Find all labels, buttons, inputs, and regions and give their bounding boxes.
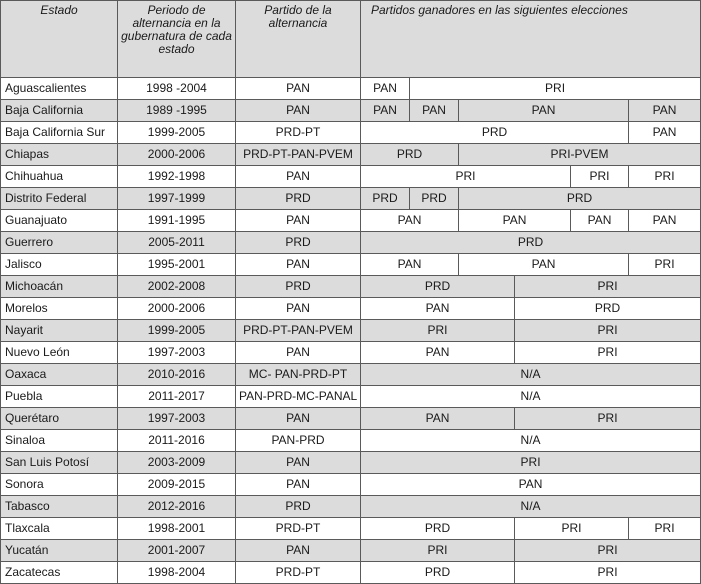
ganador-cell: PAN <box>571 210 629 232</box>
estado-cell: Tlaxcala <box>1 518 118 540</box>
periodo-cell: 1998 -2004 <box>118 78 236 100</box>
ganador-cell: N/A <box>361 364 701 386</box>
ganador-cell: PRI <box>361 166 571 188</box>
table-row <box>1 166 701 188</box>
header-partido: Partido de la alternancia <box>236 1 361 78</box>
partido-cell: PAN <box>236 78 361 100</box>
table-row <box>1 518 701 540</box>
partido-cell: PAN <box>236 100 361 122</box>
partido-cell: PRD-PT <box>236 562 361 584</box>
estado-cell: Querétaro <box>1 408 118 430</box>
table-row <box>1 100 701 122</box>
table-row <box>1 342 701 364</box>
estado-cell: Michoacán <box>1 276 118 298</box>
table-row <box>1 386 701 408</box>
ganador-cell: PRI <box>515 342 701 364</box>
estado-cell: Sonora <box>1 474 118 496</box>
periodo-cell: 2005-2011 <box>118 232 236 254</box>
partido-cell: PRD <box>236 232 361 254</box>
estado-cell: Yucatán <box>1 540 118 562</box>
periodo-cell: 2001-2007 <box>118 540 236 562</box>
ganador-cell: PAN <box>629 210 701 232</box>
periodo-cell: 1997-2003 <box>118 342 236 364</box>
table-row <box>1 562 701 584</box>
table-row <box>1 232 701 254</box>
periodo-cell: 1998-2004 <box>118 562 236 584</box>
ganador-cell: PAN <box>629 122 701 144</box>
periodo-cell: 2000-2006 <box>118 144 236 166</box>
ganador-cell: PRD <box>361 276 515 298</box>
table-row <box>1 430 701 452</box>
header-row <box>1 1 701 78</box>
ganador-cell: PRI <box>515 518 629 540</box>
ganador-cell: PAN <box>459 100 629 122</box>
ganador-cell: PRD <box>361 562 515 584</box>
table-row <box>1 320 701 342</box>
ganador-cell: PAN <box>361 254 459 276</box>
ganador-cell: PRI <box>361 452 701 474</box>
estado-cell: Baja California Sur <box>1 122 118 144</box>
ganador-cell: PRI <box>571 166 629 188</box>
partido-cell: PAN <box>236 408 361 430</box>
ganador-cell: PRD <box>361 188 410 210</box>
partido-cell: PRD <box>236 496 361 518</box>
periodo-cell: 2002-2008 <box>118 276 236 298</box>
partido-cell: PRD <box>236 188 361 210</box>
ganador-cell: PRI <box>361 320 515 342</box>
table-row <box>1 298 701 320</box>
ganador-cell: PAN <box>361 100 410 122</box>
ganador-cell: PAN <box>361 342 515 364</box>
ganador-cell: PRD <box>361 518 515 540</box>
ganador-cell: N/A <box>361 386 701 408</box>
ganador-cell: PRD <box>361 232 701 254</box>
ganador-cell: PAN <box>361 474 701 496</box>
header-ganadores: Partidos ganadores en las siguientes elecciones <box>361 1 701 78</box>
table-row <box>1 276 701 298</box>
ganador-cell: N/A <box>361 430 701 452</box>
periodo-cell: 2003-2009 <box>118 452 236 474</box>
estado-cell: Nayarit <box>1 320 118 342</box>
periodo-cell: 2011-2017 <box>118 386 236 408</box>
table-row <box>1 210 701 232</box>
ganador-cell: PRD <box>459 188 701 210</box>
ganador-cell: PRI <box>410 78 701 100</box>
estado-cell: Jalisco <box>1 254 118 276</box>
partido-cell: PRD-PT <box>236 518 361 540</box>
ganador-cell: PAN <box>459 210 571 232</box>
periodo-cell: 1997-2003 <box>118 408 236 430</box>
partido-cell: PAN <box>236 342 361 364</box>
table-row <box>1 188 701 210</box>
periodo-cell: 2010-2016 <box>118 364 236 386</box>
partido-cell: MC- PAN-PRD-PT <box>236 364 361 386</box>
partido-cell: PAN <box>236 210 361 232</box>
estado-cell: San Luis Potosí <box>1 452 118 474</box>
ganador-cell: PAN <box>361 78 410 100</box>
table-row <box>1 144 701 166</box>
table-row <box>1 496 701 518</box>
partido-cell: PAN <box>236 540 361 562</box>
ganador-cell: PRI <box>629 254 701 276</box>
partido-cell: PAN <box>236 254 361 276</box>
estado-cell: Distrito Federal <box>1 188 118 210</box>
estado-cell: Nuevo León <box>1 342 118 364</box>
periodo-cell: 1998-2001 <box>118 518 236 540</box>
periodo-cell: 1989 -1995 <box>118 100 236 122</box>
ganador-cell: PRD <box>361 122 629 144</box>
estado-cell: Aguascalientes <box>1 78 118 100</box>
ganador-cell: PAN <box>459 254 629 276</box>
ganador-cell: PRD <box>361 144 459 166</box>
estado-cell: Chiapas <box>1 144 118 166</box>
ganador-cell: PRI <box>515 562 701 584</box>
header-periodo: Periodo de alternancia en la gubernatura de cada estado <box>118 1 236 78</box>
table-row <box>1 474 701 496</box>
ganador-cell: PAN <box>410 100 459 122</box>
ganador-cell: PRI <box>361 540 515 562</box>
table-row <box>1 540 701 562</box>
estado-cell: Guerrero <box>1 232 118 254</box>
table-row <box>1 452 701 474</box>
table-row <box>1 122 701 144</box>
partido-cell: PAN <box>236 452 361 474</box>
ganador-cell: PRI-PVEM <box>459 144 701 166</box>
periodo-cell: 2012-2016 <box>118 496 236 518</box>
table-row <box>1 364 701 386</box>
estado-cell: Oaxaca <box>1 364 118 386</box>
estado-cell: Guanajuato <box>1 210 118 232</box>
ganador-cell: PAN <box>629 100 701 122</box>
table-row <box>1 254 701 276</box>
table-row <box>1 408 701 430</box>
partido-cell: PRD-PT-PAN-PVEM <box>236 320 361 342</box>
periodo-cell: 2000-2006 <box>118 298 236 320</box>
ganador-cell: PRI <box>629 166 701 188</box>
estado-cell: Morelos <box>1 298 118 320</box>
ganador-cell: PRI <box>515 320 701 342</box>
table-body <box>1 78 701 584</box>
periodo-cell: 1992-1998 <box>118 166 236 188</box>
ganador-cell: PAN <box>361 210 459 232</box>
partido-cell: PRD-PT-PAN-PVEM <box>236 144 361 166</box>
estado-cell: Puebla <box>1 386 118 408</box>
ganador-cell: PAN <box>361 408 515 430</box>
estado-cell: Zacatecas <box>1 562 118 584</box>
partido-cell: PAN-PRD <box>236 430 361 452</box>
partido-cell: PAN-PRD-MC-PANAL <box>236 386 361 408</box>
ganador-cell: PRI <box>515 540 701 562</box>
periodo-cell: 1997-1999 <box>118 188 236 210</box>
partido-cell: PAN <box>236 298 361 320</box>
periodo-cell: 2009-2015 <box>118 474 236 496</box>
periodo-cell: 1999-2005 <box>118 122 236 144</box>
periodo-cell: 1999-2005 <box>118 320 236 342</box>
header-estado: Estado <box>1 1 118 78</box>
estado-cell: Tabasco <box>1 496 118 518</box>
ganador-cell: N/A <box>361 496 701 518</box>
estado-cell: Sinaloa <box>1 430 118 452</box>
periodo-cell: 1991-1995 <box>118 210 236 232</box>
periodo-cell: 1995-2001 <box>118 254 236 276</box>
estado-cell: Chihuahua <box>1 166 118 188</box>
ganador-cell: PAN <box>361 298 515 320</box>
table-row <box>1 78 701 100</box>
partido-cell: PRD-PT <box>236 122 361 144</box>
partido-cell: PAN <box>236 166 361 188</box>
ganador-cell: PRD <box>515 298 701 320</box>
estado-cell: Baja California <box>1 100 118 122</box>
partido-cell: PAN <box>236 474 361 496</box>
partido-cell: PRD <box>236 276 361 298</box>
ganador-cell: PRI <box>515 408 701 430</box>
ganador-cell: PRI <box>515 276 701 298</box>
ganador-cell: PRI <box>629 518 701 540</box>
periodo-cell: 2011-2016 <box>118 430 236 452</box>
ganador-cell: PRD <box>410 188 459 210</box>
